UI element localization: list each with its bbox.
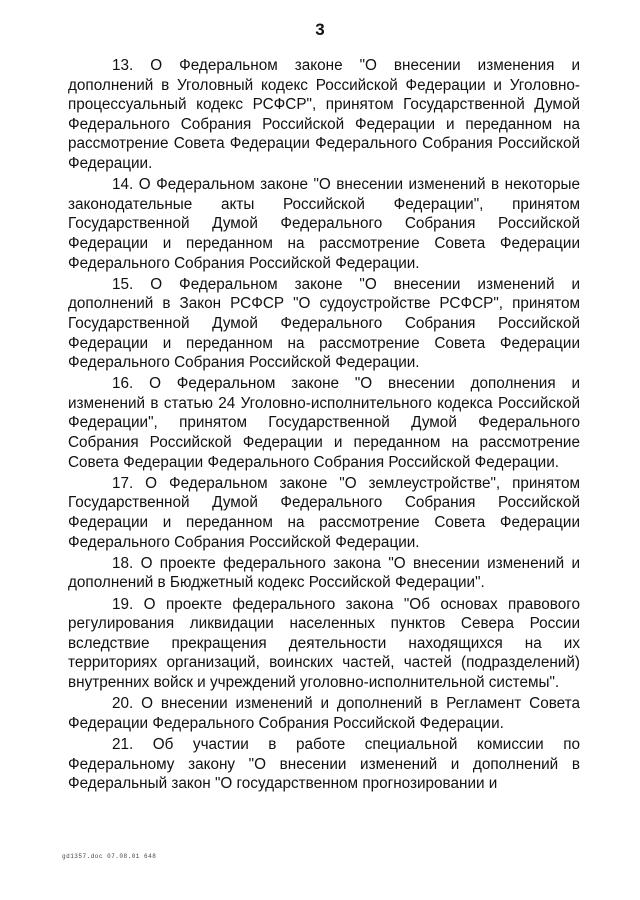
agenda-item-16: 16. О Федеральном законе "О внесении дополнения и изменений в статью 24 Уголовно-исполнительного кодекса Российской Федерации", принятом Государственной Думой Федерального Собрания Российской Федерации и переданном на рассмотрение Совета Федерации Федерального Собрания Российской Федерации. <box>68 375 580 471</box>
agenda-item-18: 18. О проекте федерального закона "О внесении изменений и дополнений в Бюджетный кодекс Российской Федерации". <box>68 554 580 592</box>
document-footer-code: gd1357.doc 07.08.01 648 <box>62 853 157 860</box>
agenda-item-19: 19. О проекте федерального закона "Об основах правового регулирования ликвидации населенных пунктов Севера России вследствие прекращения деятельности находящихся на их территориях организаций, воинских частей, частей (подразделений) внутренних войск и учреждений уголовно-исполнительной системы". <box>68 595 580 691</box>
page-number: 3 <box>315 20 325 39</box>
agenda-item-14: 14. О Федеральном законе "О внесении изменений в некоторые законодательные акты Российской Федерации", принятом Государственной Думой Федерального Собрания Российской Федерации и переданном на рассмотрение Совета Федерации Федерального Собрания Российской Федерации. <box>68 176 580 272</box>
agenda-list <box>68 56 580 795</box>
agenda-item-20: 20. О внесении изменений и дополнений в Регламент Совета Федерации Федерального Собрания Российской Федерации. <box>68 695 580 732</box>
agenda-item-21: 21. Об участии в работе специальной комиссии по Федеральному закону "О внесении изменений и дополнений в Федеральный закон "О государственном прогнозировании и <box>68 735 580 793</box>
agenda-item-15: 15. О Федеральном законе "О внесении изменений и дополнений в Закон РСФСР "О судоустройстве РСФСР", принятом Государственной Думой Федерального Собрания Российской Федерации и переданном на рассмотрение Совета Федерации Федерального Собрания Российской Федерации. <box>68 275 580 372</box>
agenda-item-13: 13. О Федеральном законе "О внесении изменения и дополнений в Уголовный кодекс Российской Федерации и Уголовно-процессуальный кодекс РСФСР", принятом Государственной Думой Федерального Собрания Российской Федерации и переданном на рассмотрение Совета Федерации Федерального Собрания Российской Федерации. <box>68 57 580 172</box>
agenda-item-17: 17. О Федеральном законе "О землеустройстве", принятом Государственной Думой Федерального Собрания Российской Федерации и переданном на рассмотрение Совета Федерации Федерального Собрания Российской Федерации. <box>68 474 580 551</box>
